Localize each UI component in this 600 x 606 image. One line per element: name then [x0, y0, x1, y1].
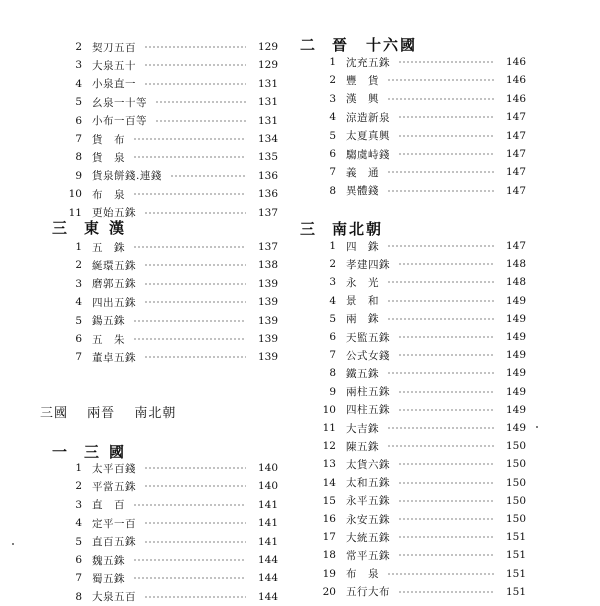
entry-number: 6 [75, 333, 82, 345]
entry-name: 大統五銖 [346, 531, 390, 544]
dot-leader [398, 153, 494, 156]
entry-page-number: 149 [505, 294, 526, 307]
entry-page-number: 137 [257, 206, 278, 219]
entry-page-number: 139 [257, 277, 278, 290]
toc-entry [300, 510, 526, 528]
entry-number: 1 [75, 241, 82, 253]
entry-name: 永安五銖 [346, 513, 390, 526]
dot-leader [387, 79, 494, 82]
toc-entry [52, 56, 278, 74]
entry-page-number: 150 [505, 494, 526, 507]
entry-page-number: 149 [505, 331, 526, 343]
entry-page-number: 139 [257, 314, 278, 327]
entry-name: 五 銖 [92, 241, 125, 254]
entry-name: 鐵五銖 [346, 367, 379, 380]
entry-number: 12 [322, 440, 336, 453]
dot-leader [387, 372, 494, 375]
heading-number: 三 [52, 218, 68, 237]
entry-page-number: 146 [505, 92, 526, 105]
toc-entry [52, 275, 278, 293]
entry-number: 15 [322, 494, 336, 507]
entry-page-number: 147 [505, 111, 526, 124]
entry-number: 5 [75, 535, 82, 548]
dot-leader [144, 301, 246, 304]
scan-speck [12, 543, 14, 545]
entry-page-number: 139 [257, 296, 278, 309]
entry-page-number: 140 [257, 462, 278, 474]
dot-leader [144, 264, 246, 267]
heading-title: 晉 十六國 [332, 35, 418, 54]
entry-page-number: 144 [257, 554, 278, 566]
entry-page-number: 147 [505, 184, 526, 197]
toc-entry [300, 127, 526, 145]
entry-number: 9 [329, 385, 336, 398]
entry-page-number: 149 [505, 403, 526, 416]
dot-leader [398, 554, 494, 557]
entry-number: 5 [329, 312, 336, 325]
scan-speck [536, 426, 538, 428]
entry-name: 異體錢 [346, 185, 379, 198]
entry-page-number: 149 [505, 312, 526, 325]
entry-page-number: 134 [257, 133, 278, 145]
entry-page-number: 151 [505, 585, 526, 598]
dot-leader [144, 595, 246, 598]
entry-name: 騶虞峙錢 [346, 148, 390, 161]
dot-leader [387, 445, 494, 448]
entry-number: 6 [75, 114, 82, 127]
dot-leader [398, 61, 494, 64]
entry-name: 直百五銖 [92, 536, 136, 549]
entry-number: 5 [75, 314, 82, 327]
dot-leader [133, 503, 246, 506]
toc-entry [300, 163, 526, 181]
entry-page-number: 139 [257, 333, 278, 345]
entry-name: 常平五銖 [346, 549, 390, 562]
toc-entry [52, 38, 278, 56]
toc-entry [52, 167, 278, 185]
dot-leader [155, 101, 246, 104]
entry-name: 小泉直一 [92, 78, 136, 91]
entry-page-number: 148 [505, 276, 526, 289]
entry-page-number: 149 [505, 367, 526, 380]
entry-number: 4 [329, 111, 336, 124]
entry-page-number: 147 [505, 148, 526, 160]
part-title-3: 南北朝 [134, 406, 177, 421]
toc-entry [52, 569, 278, 587]
entry-number: 8 [329, 367, 336, 380]
part-title-1: 三國 [40, 406, 69, 421]
entry-page-number: 131 [257, 96, 278, 109]
entry-page-number: 135 [257, 151, 278, 164]
entry-number: 1 [75, 462, 82, 474]
toc-entry [300, 71, 526, 89]
toc-entry [300, 53, 526, 71]
toc-entry [300, 528, 526, 546]
entry-number: 2 [75, 480, 82, 493]
entry-page-number: 144 [257, 572, 278, 585]
toc-entry [300, 492, 526, 510]
entry-number: 5 [329, 129, 336, 142]
section-heading-southern-northern [300, 217, 383, 239]
entry-name: 永 光 [346, 276, 379, 289]
toc-entry [300, 474, 526, 492]
heading-title: 南北朝 [332, 219, 384, 238]
heading-title: 三國 [84, 442, 135, 461]
entry-page-number: 140 [257, 480, 278, 493]
entry-name: 蜀五銖 [92, 572, 125, 585]
entry-page-number: 146 [505, 74, 526, 87]
toc-entry [300, 383, 526, 401]
toc-entry [52, 112, 278, 130]
entry-name: 景 和 [346, 295, 379, 308]
entry-number: 3 [75, 277, 82, 290]
entry-page-number: 149 [505, 349, 526, 362]
section-heading-jin [300, 33, 417, 55]
dot-leader [387, 427, 494, 430]
toc-entry [300, 401, 526, 419]
entry-name: 貨 泉 [92, 151, 125, 164]
entry-number: 2 [329, 258, 336, 271]
toc-entry [300, 255, 526, 273]
entry-name: 更始五銖 [92, 207, 136, 220]
entry-page-number: 151 [505, 567, 526, 580]
entry-page-number: 147 [505, 129, 526, 142]
entry-name: 貨 布 [92, 133, 125, 146]
entry-number: 8 [329, 184, 336, 197]
entry-name: 大泉五十 [92, 59, 136, 72]
entry-name: 太平百錢 [92, 462, 136, 475]
entry-name: 四柱五銖 [346, 404, 390, 417]
dot-leader [133, 156, 246, 159]
entry-page-number: 148 [505, 258, 526, 271]
heading-number: 二 [300, 35, 316, 54]
entry-page-number: 146 [505, 56, 526, 68]
entry-number: 6 [75, 554, 82, 566]
dot-leader [155, 119, 246, 122]
dot-leader [133, 577, 246, 580]
entry-page-number: 144 [257, 590, 278, 603]
entry-number: 7 [75, 351, 82, 364]
toc-entry [52, 75, 278, 93]
entry-number: 4 [329, 294, 336, 307]
entry-number: 20 [322, 585, 336, 598]
entry-name: 兩 銖 [346, 313, 379, 326]
dot-leader [170, 174, 246, 177]
dot-leader [144, 467, 246, 470]
entry-name: 漢 興 [346, 93, 379, 106]
toc-entry [300, 182, 526, 200]
entry-number: 13 [322, 458, 336, 471]
entry-name: 太夏真興 [346, 130, 390, 143]
entry-name: 幺泉一十等 [92, 96, 147, 109]
toc-entry [300, 273, 526, 291]
entry-name: 大泉五百 [92, 591, 136, 604]
toc-entry [300, 310, 526, 328]
dot-leader [133, 193, 246, 196]
entry-number: 11 [68, 206, 82, 219]
entry-name: 義 通 [346, 166, 379, 179]
entry-page-number: 139 [257, 351, 278, 364]
dot-leader [398, 390, 494, 393]
entry-number: 7 [329, 349, 336, 362]
dot-leader [398, 481, 494, 484]
toc-entry [300, 455, 526, 473]
toc-entry [52, 256, 278, 274]
toc-entry [52, 330, 278, 348]
dot-leader [144, 522, 246, 525]
entry-name: 磨郭五銖 [92, 278, 136, 291]
entry-page-number: 129 [257, 59, 278, 72]
entry-number: 3 [75, 498, 82, 511]
entry-name: 董卓五銖 [92, 351, 136, 364]
entry-name: 布 泉 [92, 188, 125, 201]
toc-entry [52, 293, 278, 311]
toc-entry [52, 459, 278, 477]
entry-page-number: 137 [257, 241, 278, 253]
toc-entry [52, 148, 278, 166]
dot-leader [387, 281, 494, 284]
toc-entry [52, 238, 278, 256]
dot-leader [133, 338, 246, 341]
toc-entry [52, 130, 278, 148]
entry-name: 兩柱五銖 [346, 386, 390, 399]
entry-page-number: 147 [505, 240, 526, 252]
entry-name: 天監五銖 [346, 331, 390, 344]
entry-name: 綖環五銖 [92, 259, 136, 272]
dot-leader [144, 356, 246, 359]
dot-leader [387, 299, 494, 302]
section-heading-east-han [52, 216, 134, 238]
entry-page-number: 141 [257, 517, 278, 530]
toc-entry [300, 419, 526, 437]
entry-number: 6 [329, 331, 336, 343]
heading-title: 東漢 [84, 218, 135, 237]
dot-leader [133, 319, 246, 322]
dot-leader [398, 134, 494, 137]
entry-number: 8 [75, 590, 82, 603]
dot-leader [387, 97, 494, 100]
entry-number: 19 [322, 567, 336, 580]
entry-number: 10 [322, 403, 336, 416]
entry-number: 2 [75, 41, 82, 53]
entry-name: 貨泉餅錢.連錢 [92, 170, 162, 183]
dot-leader [144, 64, 246, 67]
entry-name: 公式女錢 [346, 349, 390, 362]
entry-name: 平當五銖 [92, 480, 136, 493]
entry-number: 1 [329, 240, 336, 252]
dot-leader [387, 189, 494, 192]
entry-number: 14 [322, 476, 336, 489]
dot-leader [144, 82, 246, 85]
dot-leader [387, 317, 494, 320]
toc-entry [52, 185, 278, 203]
dot-leader [398, 354, 494, 357]
entry-number: 18 [322, 549, 336, 562]
dot-leader [387, 572, 494, 575]
entry-page-number: 150 [505, 513, 526, 525]
toc-entry [300, 292, 526, 310]
dot-leader [144, 211, 246, 214]
entry-number: 16 [322, 513, 336, 525]
entry-number: 2 [75, 259, 82, 272]
entry-name: 孝建四銖 [346, 258, 390, 271]
dot-leader [398, 463, 494, 466]
entry-name: 四出五銖 [92, 296, 136, 309]
entry-page-number: 149 [505, 385, 526, 398]
toc-entry [300, 237, 526, 255]
dot-leader [398, 408, 494, 411]
toc-entry [52, 348, 278, 366]
dot-leader [144, 540, 246, 543]
entry-page-number: 150 [505, 476, 526, 489]
toc-entry [52, 588, 278, 606]
entry-name: 四 銖 [346, 240, 379, 253]
entry-page-number: 131 [257, 114, 278, 127]
dot-leader [387, 245, 494, 248]
entry-number: 1 [329, 56, 336, 68]
toc-entry [300, 565, 526, 583]
toc-entry [300, 364, 526, 382]
toc-entry [300, 346, 526, 364]
entry-number: 4 [75, 517, 82, 530]
entry-name: 沈充五銖 [346, 56, 390, 69]
entry-name: 永平五銖 [346, 495, 390, 508]
dot-leader [144, 485, 246, 488]
dot-leader [133, 138, 246, 141]
toc-entry [300, 108, 526, 126]
entry-page-number: 138 [257, 259, 278, 272]
dot-leader [144, 46, 246, 49]
entry-page-number: 136 [257, 188, 278, 201]
entry-page-number: 129 [257, 41, 278, 53]
toc-entry [300, 145, 526, 163]
entry-page-number: 151 [505, 531, 526, 544]
entry-name: 五行大布 [346, 586, 390, 599]
dot-leader [398, 263, 494, 266]
entry-name: 布 泉 [346, 568, 379, 581]
toc-entry [300, 328, 526, 346]
entry-name: 涼造新泉 [346, 111, 390, 124]
entry-name: 太和五銖 [346, 477, 390, 490]
entry-page-number: 147 [505, 166, 526, 179]
entry-name: 太貨六銖 [346, 458, 390, 471]
entry-name: 鍚五銖 [92, 315, 125, 328]
entry-name: 小布一百等 [92, 115, 147, 128]
entry-page-number: 149 [505, 422, 526, 434]
entry-name: 陳五銖 [346, 440, 379, 453]
entry-name: 魏五銖 [92, 554, 125, 567]
toc-entry [52, 477, 278, 495]
heading-number: 三 [300, 219, 316, 238]
entry-page-number: 150 [505, 440, 526, 453]
heading-number: 一 [52, 442, 68, 461]
dot-leader [398, 536, 494, 539]
dot-leader [398, 518, 494, 521]
dot-leader [398, 590, 494, 593]
entry-page-number: 136 [257, 169, 278, 182]
toc-entry [52, 496, 278, 514]
entry-number: 7 [75, 572, 82, 585]
entry-name: 直 百 [92, 499, 125, 512]
entry-page-number: 141 [257, 535, 278, 548]
dot-leader [144, 282, 246, 285]
entry-page-number: 151 [505, 549, 526, 562]
entry-number: 11 [322, 422, 336, 434]
entry-name: 五 朱 [92, 333, 125, 346]
entry-page-number: 150 [505, 458, 526, 471]
entry-number: 3 [75, 59, 82, 72]
toc-entry [300, 546, 526, 564]
entry-name: 豐 貨 [346, 74, 379, 87]
dot-leader [398, 116, 494, 119]
toc-entry [52, 93, 278, 111]
toc-entry [52, 312, 278, 330]
toc-entry [52, 551, 278, 569]
dot-leader [398, 336, 494, 339]
entry-number: 7 [329, 166, 336, 179]
dot-leader [387, 171, 494, 174]
entry-number: 4 [75, 77, 82, 90]
entry-number: 2 [329, 74, 336, 87]
entry-number: 17 [322, 531, 336, 544]
dot-leader [133, 246, 246, 249]
part-title-2: 兩晉 [87, 406, 116, 421]
entry-number: 5 [75, 96, 82, 109]
entry-number: 10 [68, 188, 82, 201]
dot-leader [133, 559, 246, 562]
entry-number: 3 [329, 276, 336, 289]
toc-entry [300, 583, 526, 601]
entry-page-number: 141 [257, 498, 278, 511]
part-title [40, 402, 190, 421]
entry-name: 定平一百 [92, 517, 136, 530]
toc-entry [300, 90, 526, 108]
entry-name: 大吉銖 [346, 422, 379, 435]
toc-entry [52, 533, 278, 551]
entry-name: 契刀五百 [92, 41, 136, 54]
toc-entry [52, 514, 278, 532]
entry-number: 3 [329, 92, 336, 105]
entry-number: 4 [75, 296, 82, 309]
entry-number: 9 [75, 169, 82, 182]
toc-entry [300, 437, 526, 455]
entry-number: 6 [329, 148, 336, 160]
dot-leader [398, 499, 494, 502]
entry-number: 7 [75, 133, 82, 145]
entry-page-number: 131 [257, 77, 278, 90]
entry-number: 8 [75, 151, 82, 164]
